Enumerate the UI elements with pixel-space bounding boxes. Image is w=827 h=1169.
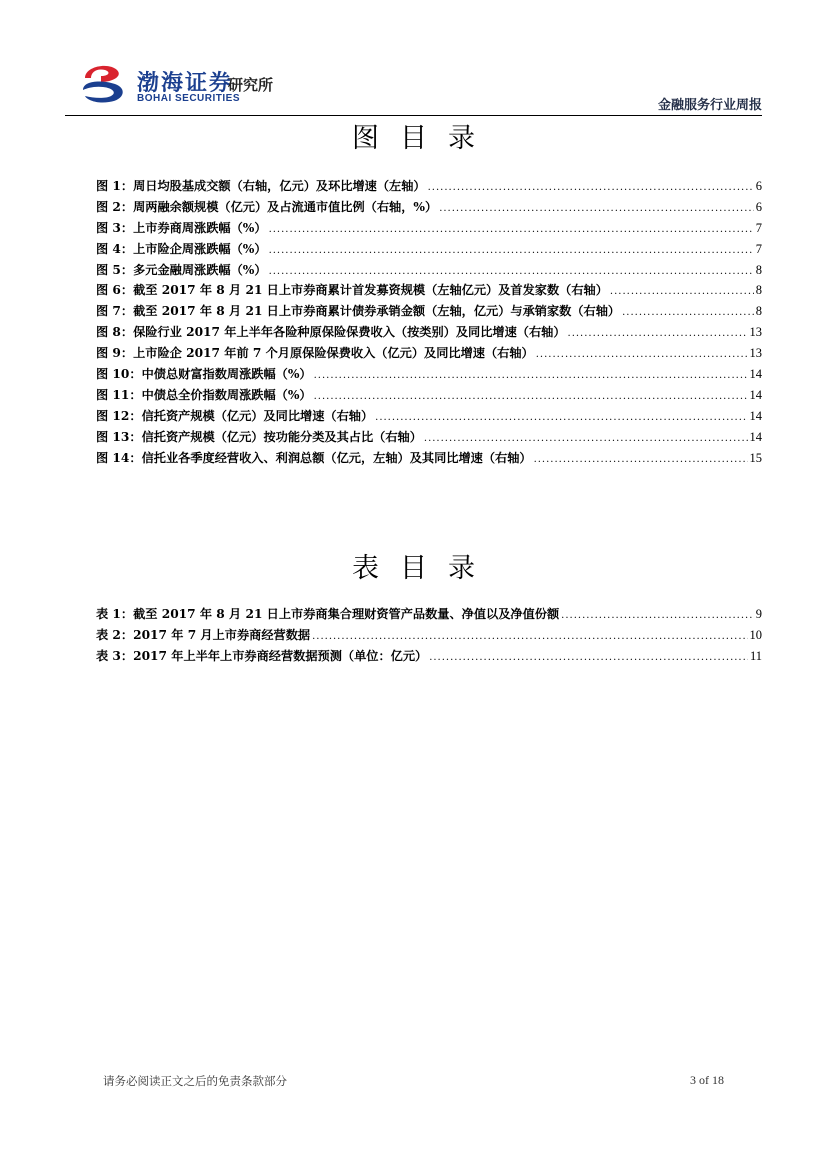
figure-entry-label[interactable]: 图 6：截至 2017 年 8 月 21 日上市券商累计首发募资规模（左轴亿元）及首发家数（右轴） [96, 283, 608, 298]
table-entry-label[interactable]: 表 2：2017 年 7 月上市券商经营数据 [96, 627, 311, 642]
table-entry[interactable] [96, 647, 762, 668]
figure-entry[interactable] [96, 323, 762, 344]
figure-entry-page[interactable]: 13 [749, 346, 762, 361]
figure-entry-page[interactable]: 14 [749, 367, 762, 382]
brand-name-en: BOHAI SECURITIES [137, 93, 241, 104]
figure-entry-page[interactable]: 7 [755, 220, 762, 235]
figure-entry-label[interactable]: 图 14：信托业各季度经营收入、利润总额（亿元，左轴）及其同比增速（右轴） [96, 450, 532, 465]
figure-entry[interactable] [96, 177, 762, 198]
figure-entry[interactable] [96, 261, 762, 282]
figure-entry[interactable] [96, 281, 762, 302]
tables-toc-list [96, 605, 762, 668]
dot-leader [536, 349, 748, 360]
figure-entry[interactable] [96, 365, 762, 386]
brand-institute: 研究所 [228, 76, 274, 94]
report-type: 金融服务行业周报 [657, 98, 762, 113]
figure-entry-page[interactable]: 13 [749, 325, 762, 340]
figure-entry[interactable] [96, 198, 762, 219]
table-entry-page[interactable]: 9 [755, 607, 762, 621]
figure-entry-page[interactable]: 8 [755, 304, 762, 319]
dot-leader [610, 286, 754, 297]
page-header [65, 58, 762, 116]
figure-entry[interactable] [96, 407, 762, 428]
figure-entry[interactable] [96, 428, 762, 449]
table-entry-label[interactable]: 表 3：2017 年上半年上市券商经营数据预测（单位：亿元） [96, 648, 428, 663]
figure-entry-page[interactable]: 6 [755, 179, 762, 193]
figure-entry[interactable] [96, 386, 762, 407]
dot-leader [314, 370, 748, 381]
figures-toc-title: 图目录 [352, 123, 496, 154]
figure-entry[interactable] [96, 344, 762, 365]
figure-entry-label[interactable]: 图 12：信托资产规模（亿元）及同比增速（右轴） [96, 408, 374, 423]
figure-entry-label[interactable]: 图 13：信托资产规模（亿元）按功能分类及其占比（右轴） [96, 429, 422, 444]
figure-entry-label[interactable]: 图 11：中债总全价指数周涨跌幅（%） [96, 387, 312, 402]
dot-leader [314, 391, 748, 402]
footer-disclaimer: 请务必阅读正文之后的免责条款部分 [103, 1074, 287, 1088]
table-entry-label[interactable]: 表 1：截至 2017 年 8 月 21 日上市券商集合理财资管产品数量、净值以及净值份额 [96, 607, 560, 621]
figure-entry-page[interactable]: 14 [749, 429, 762, 444]
figure-entry-page[interactable]: 6 [755, 199, 762, 214]
dot-leader [312, 631, 747, 642]
figure-entry[interactable] [96, 219, 762, 240]
dot-leader [269, 224, 754, 235]
figure-entry-label[interactable]: 图 2：周两融余额规模（亿元）及占流通市值比例（右轴，%） [96, 199, 438, 214]
table-entry[interactable] [96, 605, 762, 626]
table-entry-page[interactable]: 10 [749, 627, 762, 642]
figure-entry-page[interactable]: 8 [755, 283, 762, 298]
figure-entry-label[interactable]: 图 10：中债总财富指数周涨跌幅（%） [96, 367, 312, 382]
figure-entry-label[interactable]: 图 5：多元金融周涨跌幅（%） [96, 262, 267, 277]
table-entry[interactable] [96, 626, 762, 647]
table-entry-page[interactable]: 11 [749, 648, 762, 663]
dot-leader [568, 328, 748, 339]
figure-entry-page[interactable]: 14 [749, 387, 762, 402]
dot-leader [428, 182, 754, 193]
dot-leader [534, 454, 748, 465]
figure-entry-label[interactable]: 图 9：上市险企 2017 年前 7 个月原保险保费收入（亿元）及同比增速（右轴） [96, 346, 534, 361]
dot-leader [439, 203, 754, 214]
figure-entry-page[interactable]: 8 [755, 262, 762, 277]
figure-entry-page[interactable]: 14 [749, 408, 762, 423]
dot-leader [429, 652, 748, 663]
dot-leader [269, 266, 754, 277]
figure-entry[interactable] [96, 449, 762, 470]
figure-entry-label[interactable]: 图 7：截至 2017 年 8 月 21 日上市券商累计债券承销金额（左轴，亿元）与承销家数（右轴） [96, 304, 621, 319]
dot-leader [561, 610, 754, 621]
figure-entry-label[interactable]: 图 4：上市险企周涨跌幅（%） [96, 241, 267, 256]
figure-entry-page[interactable]: 15 [749, 450, 762, 465]
figure-entry[interactable] [96, 240, 762, 261]
figure-entry-label[interactable]: 图 3：上市券商周涨跌幅（%） [96, 220, 267, 235]
dot-leader [269, 245, 754, 256]
figure-entry-page[interactable]: 7 [755, 241, 762, 256]
figures-toc-list [96, 177, 762, 469]
brand-name-cn: 渤海证券 [137, 71, 234, 96]
bohai-logo-icon [79, 60, 131, 106]
dot-leader [622, 307, 754, 318]
dot-leader [424, 433, 748, 444]
figure-entry-label[interactable]: 图 1：周日均股基成交额（右轴，亿元）及环比增速（左轴） [96, 179, 426, 193]
figure-entry-label[interactable]: 图 8：保险行业 2017 年上半年各险种原保险保费收入（按类别）及同比增速（右轴） [96, 325, 566, 340]
tables-toc-title: 表目录 [352, 553, 496, 584]
footer-page-info: 3 of 18 [690, 1073, 724, 1087]
dot-leader [375, 412, 747, 423]
figure-entry[interactable] [96, 302, 762, 323]
